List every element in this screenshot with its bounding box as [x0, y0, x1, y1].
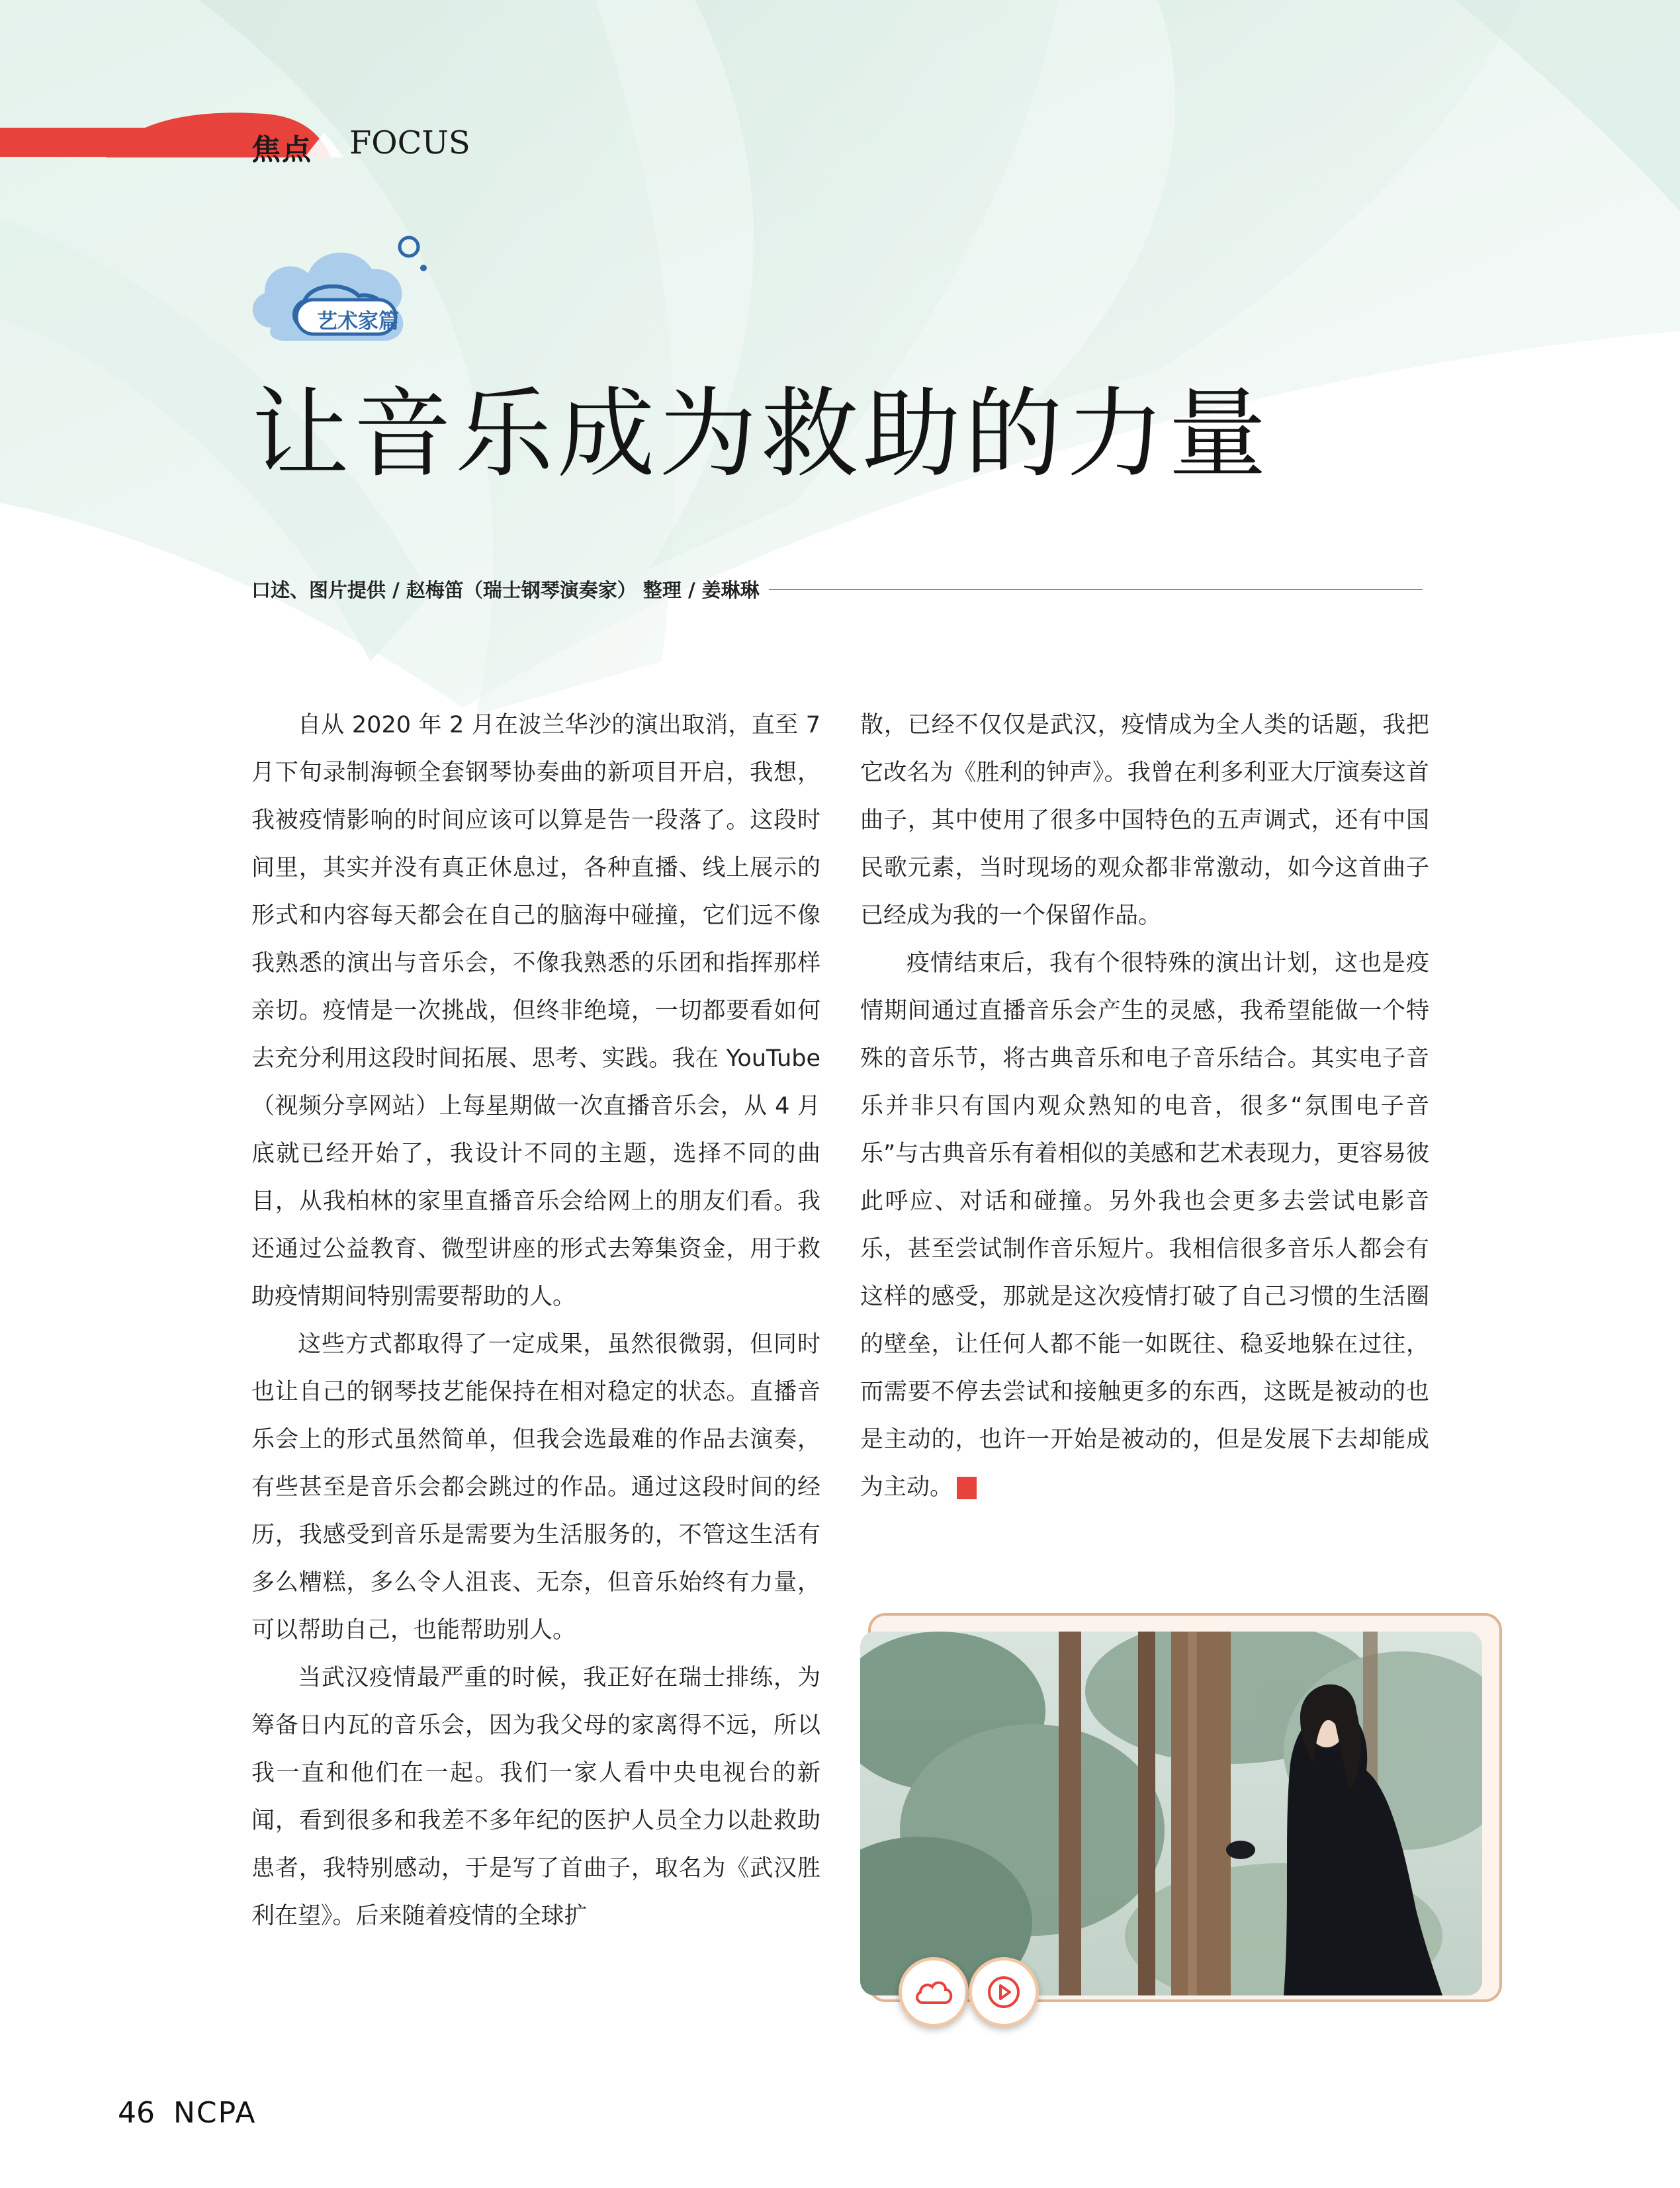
byline	[251, 576, 1423, 603]
play-button[interactable]	[969, 1957, 1039, 2027]
article-title: 让音乐成为救助的力量	[251, 377, 1270, 491]
page-number: 46	[118, 2096, 155, 2130]
paragraph	[860, 940, 1429, 1511]
article-column-left	[251, 701, 820, 1940]
section-label-cn: 焦点	[251, 133, 312, 167]
paragraph: 自从 2020 年 2 月在波兰华沙的演出取消，直至 7 月下旬录制海顿全套钢琴协奏曲的新项目开启，我想，我被疫情影响的时间应该可以算是告一段落了。这段时间里，其实并没有真正休息过，各种直播、线上展示的形式和内容每天都会在自己的脑海中碰撞，它们远不像我熟悉的演出与音乐会，不像我熟悉的乐团和指挥那样亲切。疫情是一次挑战，但终非绝境，一切都要看如何去充分利用这段时间拓展、思考、实践。我在 YouTube（视频分享网站）上每星期做一次直播音乐会，从 4 月底就已经开始了，我设计不同的主题，选择不同的曲目，从我柏林的家里直播音乐会给网上的朋友们看。我还通过公益教育、微型讲座的形式去筹集资金，用于救助疫情期间特别需要帮助的人。	[251, 712, 820, 1310]
byline-rule	[769, 589, 1423, 590]
cloud-icon	[914, 1978, 953, 2007]
play-icon	[985, 1974, 1022, 2011]
byline-text: 口述、图片提供 / 赵梅笛（瑞士钢琴演奏家） 整理 / 姜琳琳	[251, 579, 760, 601]
magazine-name: NCPA	[173, 2096, 257, 2130]
paragraph: 当武汉疫情最严重的时候，我正好在瑞士排练，为筹备日内瓦的音乐会，因为我父母的家离得不远，所以我一直和他们在一起。我们一家人看中央电视台的新闻，看到很多和我差不多年纪的医护人员全力以赴救助患者，我特别感动，于是写了首曲子，取名为《武汉胜利在望》。后来随着疫情的全球扩	[251, 1665, 820, 1929]
forest-portrait-image	[860, 1632, 1482, 1995]
section-label-en: FOCUS	[349, 124, 470, 161]
article-column-right	[860, 701, 1429, 1511]
header-swoosh	[106, 106, 357, 159]
artist-badge-cloud-icon	[245, 228, 463, 361]
artist-badge-label: 艺术家篇	[317, 310, 399, 333]
cloud-button[interactable]	[899, 1957, 969, 2027]
paragraph: 散，已经不仅仅是武汉，疫情成为全人类的话题，我把它改名为《胜利的钟声》。我曾在利多利亚大厅演奏这首曲子，其中使用了很多中国特色的五声调式，还有中国民歌元素，当时现场的观众都非常激动，如今这首曲子已经成为我的一个保留作品。	[860, 712, 1429, 929]
paragraph: 这些方式都取得了一定成果，虽然很微弱，但同时也让自己的钢琴技艺能保持在相对稳定的状态。直播音乐会上的形式虽然简单，但我会选最难的作品去演奏，有些甚至是音乐会都会跳过的作品。通过这段时间的经历，我感受到音乐是需要为生活服务的，不管这生活有多么糟糕，多么令人沮丧、无奈，但音乐始终有力量，可以帮助自己，也能帮助别人。	[251, 1331, 820, 1643]
paragraph-text: 疫情结束后，我有个很特殊的演出计划，这也是疫情期间通过直播音乐会产生的灵感，我希望能做一个特殊的音乐节，将古典音乐和电子音乐结合。其实电子音乐并非只有国内观众熟知的电音，很多“氛围电子音乐”与古典音乐有着相似的美感和艺术表现力，更容易彼此呼应、对话和碰撞。另外我也会更多去尝试电影音乐，甚至尝试制作音乐短片。我相信很多音乐人都会有这样的感受，那就是这次疫情打破了自己习惯的生活圈的壁垒，让任何人都不能一如既往、稳妥地躲在过往，而需要不停去尝试和接触更多的东西，这既是被动的也是主动的，也许一开始是被动的，但是发展下去却能成为主动。	[860, 950, 1429, 1501]
ncpa-end-mark-icon: NCPA	[957, 1477, 977, 1499]
artist-photo	[860, 1632, 1482, 1995]
